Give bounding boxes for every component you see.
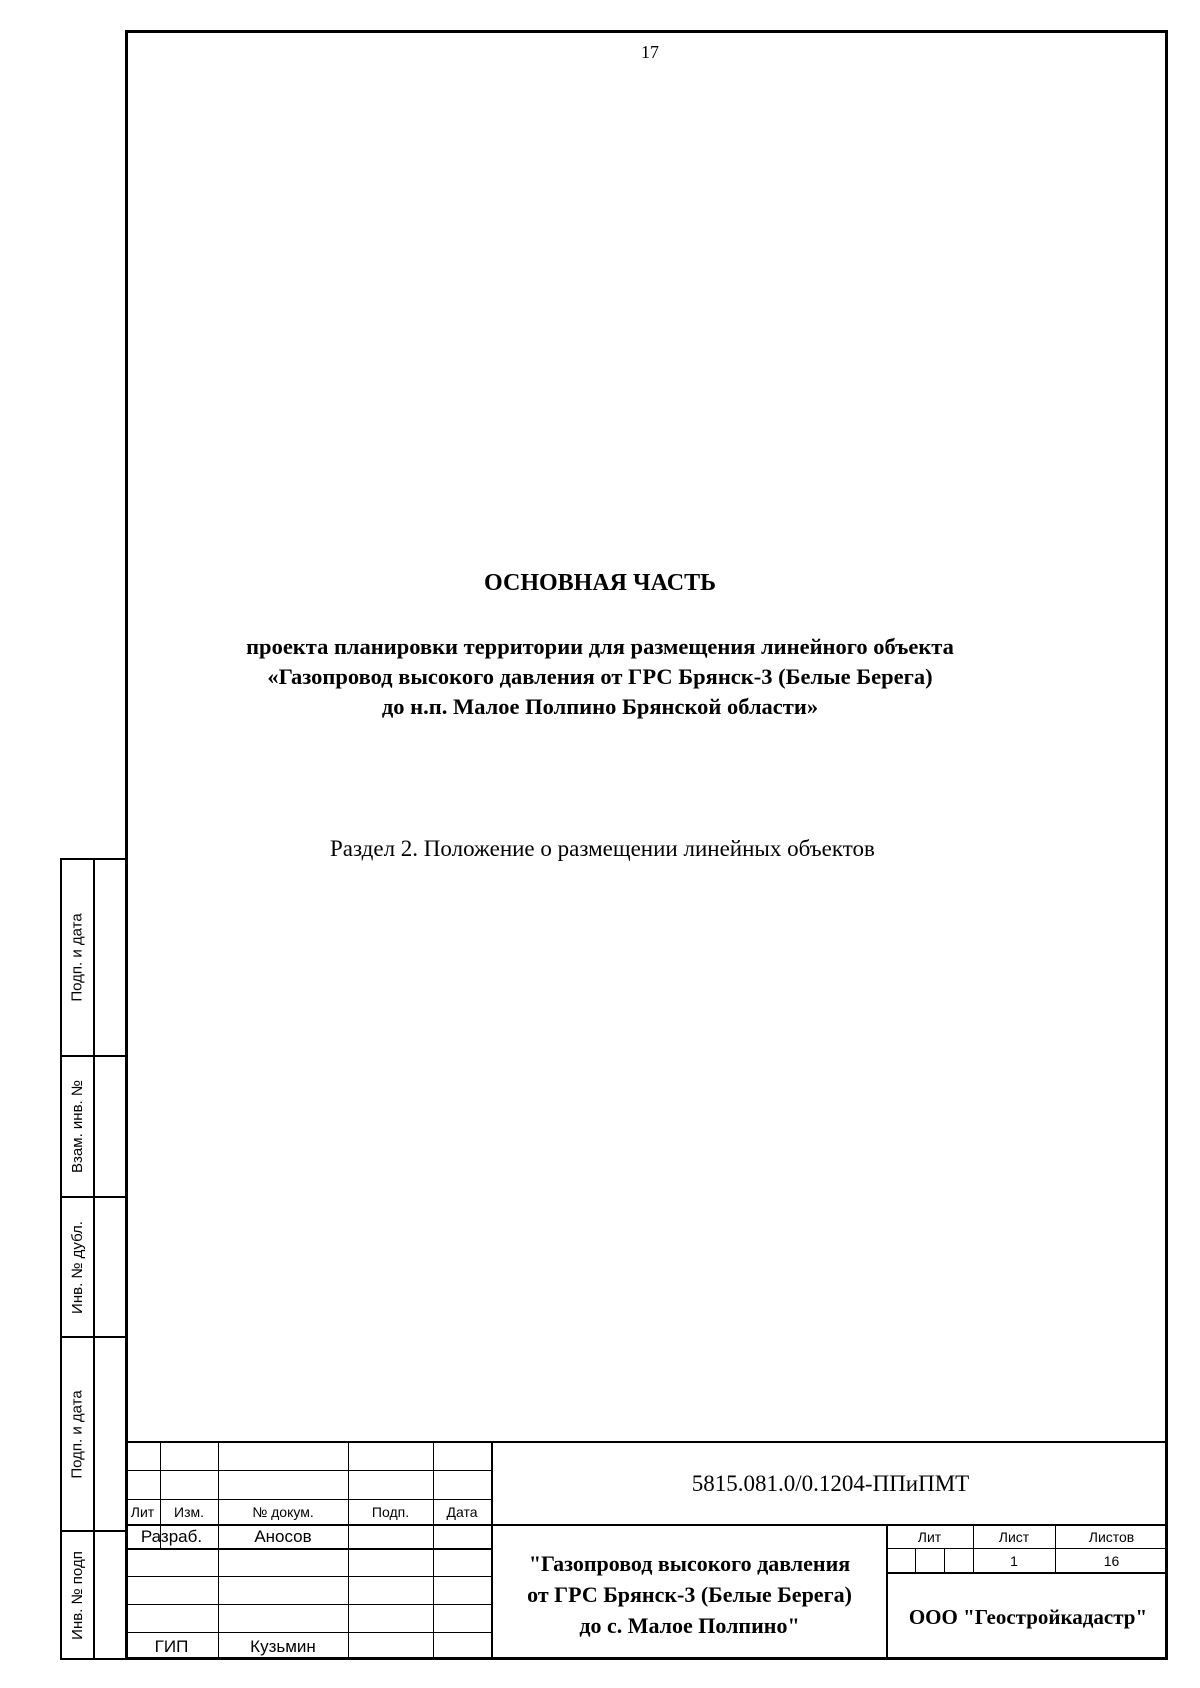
grid-line (125, 1576, 491, 1577)
subtitle-line: «Газопровод высокого давления от ГРС Брянск-3 (Белые Берега) (267, 664, 933, 689)
col-signature: Подп. (371, 1504, 410, 1520)
document-code: 5815.081.0/0.1204-ППиПМТ (691, 1470, 970, 1496)
side-strip-divider (93, 858, 95, 1660)
grid-line (125, 1548, 491, 1550)
header-sheet: Лист (998, 1528, 1030, 1545)
object-name-line: от ГРС Брянск-3 (Белые Берега) (527, 1582, 852, 1607)
object-name (493, 1548, 886, 1641)
name-developer: Аносов (254, 1527, 312, 1546)
grid-line (125, 1604, 491, 1605)
object-name-line: до с. Малое Полпино" (579, 1613, 800, 1638)
name-gip: Кузьмин (250, 1636, 316, 1656)
section-title: Раздел 2. Положение о размещении линейных объектов (330, 836, 875, 861)
side-label-dup-inv: Инв. № дубл. (68, 1220, 86, 1314)
header-lit: Лит (917, 1528, 942, 1545)
role-developer: Разраб. (140, 1527, 203, 1546)
col-doc-number: № докум. (252, 1504, 314, 1520)
sheet-count: 16 (1103, 1552, 1120, 1569)
document-heading: ОСНОВНАЯ ЧАСТЬ (484, 570, 716, 596)
sheet-number: 1 (1010, 1552, 1018, 1569)
grid-line (944, 1548, 945, 1572)
subtitle-line: до н.п. Малое Полпино Брянской области» (381, 694, 819, 719)
side-label-sign-date: Подп. и дата (68, 913, 86, 1002)
col-change: Изм. (174, 1504, 204, 1520)
grid-line (348, 1441, 349, 1660)
role-gip: ГИП (154, 1636, 189, 1656)
side-label-sign-date-2: Подп. и дата (68, 1389, 86, 1479)
side-label-orig-inv: Инв. № подп (68, 1550, 86, 1640)
object-name-line: "Газопровод высокого давления (528, 1551, 851, 1576)
grid-line (433, 1441, 434, 1660)
col-date: Дата (446, 1504, 478, 1520)
page-number: 17 (641, 42, 659, 62)
grid-line (125, 1470, 491, 1471)
col-lit: Лит (130, 1504, 155, 1520)
subtitle-line: проекта планировки территории для размещения линейного объекта (246, 634, 954, 659)
organization-name: ООО "Геостройкадастр" (908, 1604, 1148, 1629)
grid-line (915, 1548, 916, 1572)
grid-line (218, 1441, 219, 1660)
header-sheets: Листов (1088, 1528, 1135, 1545)
side-label-replace-inv: Взам. инв. № (68, 1080, 86, 1173)
document-subtitle (0, 632, 1200, 722)
